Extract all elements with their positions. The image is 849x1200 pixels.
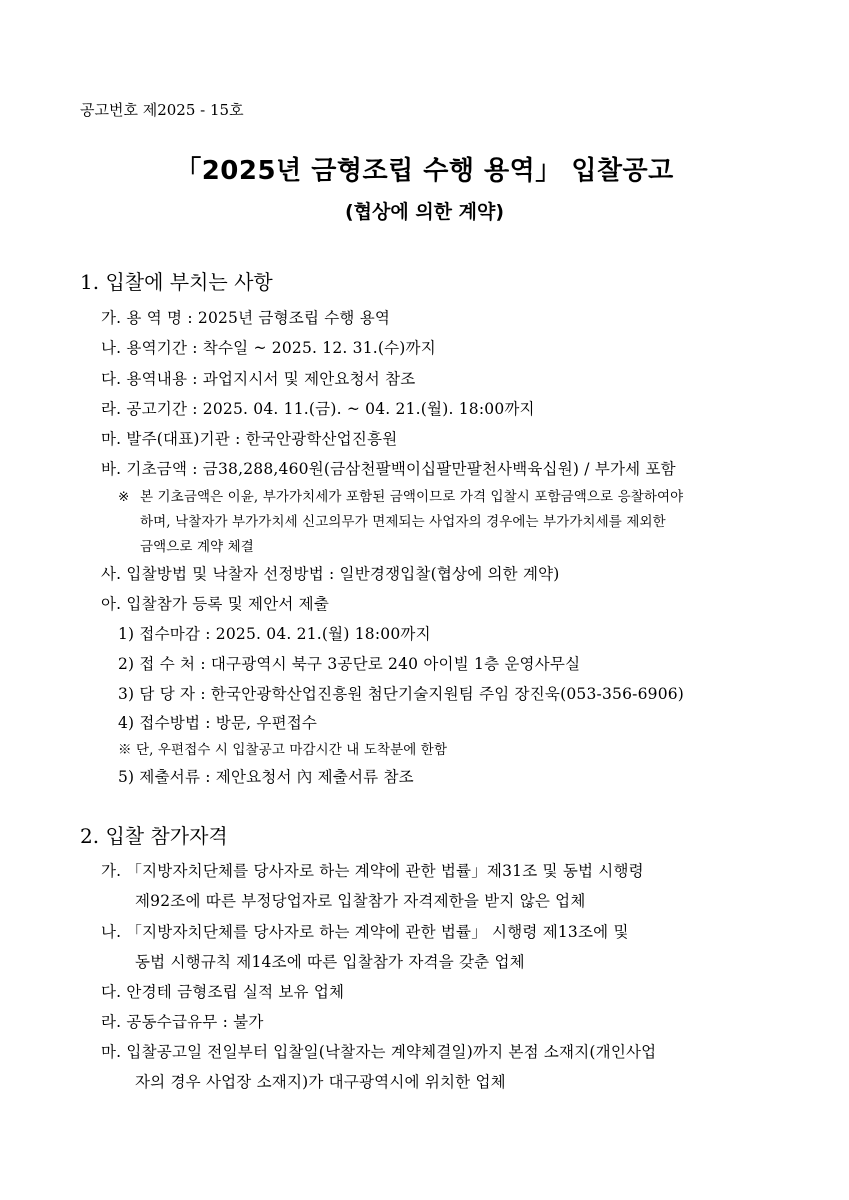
qualification-4: 라. 공동수급유무 : 불가 (101, 1013, 264, 1031)
item-service-period: 나. 용역기간 : 착수일 ~ 2025. 12. 31.(수)까지 (101, 339, 436, 357)
item-base-amount: 바. 기초금액 : 금38,288,460원(금삼천팔백이십팔만팔천사백육십원) / 부가세 포함 (101, 460, 676, 478)
qualification-2-line-1: 나. 「지방자치단체를 당사자로 하는 계약에 관한 법률」 시행령 제13조에 및 (101, 923, 629, 941)
item-submission-documents: 5) 제출서류 : 제안요청서 內 제출서류 참조 (118, 768, 414, 786)
note-mark: ※ (118, 489, 130, 505)
section-2-heading: 2. 입찰 참가자격 (80, 824, 228, 848)
qualification-5-line-2: 자의 경우 사업장 소재지)가 대구광역시에 위치한 업체 (135, 1073, 506, 1091)
item-bidding-method: 사. 입찰방법 및 낙찰자 선정방법 : 일반경쟁입찰(협상에 의한 계약) (101, 565, 560, 583)
document-subtitle: (협상에 의한 계약) (344, 201, 505, 223)
item-registration-place: 2) 접 수 처 : 대구광역시 북구 3공단로 240 아이빌 1층 운영사무실 (118, 655, 581, 673)
item-contact-person: 3) 담 당 자 : 한국안광학산업진흥원 첨단기술지원팀 주임 장진욱(053-356-6906) (118, 685, 685, 703)
qualification-1-line-1: 가. 「지방자치단체를 당사자로 하는 계약에 관한 법률」제31조 및 동법 시행령 (101, 862, 644, 880)
section-1-heading: 1. 입찰에 부치는 사항 (80, 270, 273, 294)
item-service-name: 가. 용 역 명 : 2025년 금형조립 수행 용역 (101, 309, 391, 327)
item-registration: 아. 입찰참가 등록 및 제안서 제출 (101, 595, 330, 613)
notice-number: 공고번호 제2025 - 15호 (80, 101, 244, 119)
document-title: 「2025년 금형조립 수행 용역」 입찰공고 (175, 156, 674, 186)
item-service-content: 다. 용역내용 : 과업지시서 및 제안요청서 참조 (101, 370, 416, 388)
qualification-2-line-2: 동법 시행규칙 제14조에 따른 입찰참가 자격을 갖춘 업체 (135, 953, 525, 971)
base-amount-note-line-1: ※ 본 기초금액은 이윤, 부가가치세가 포함된 금액이므로 가격 입찰시 포함금액으로 응찰하여야 (118, 489, 684, 505)
item-submission-method: 4) 접수방법 : 방문, 우편접수 (118, 714, 318, 732)
qualification-3: 다. 안경테 금형조립 실적 보유 업체 (101, 983, 345, 1001)
qualification-5-line-1: 마. 입찰공고일 전일부터 입찰일(낙찰자는 계약체결일)까지 본점 소재지(개인사업 (101, 1043, 657, 1061)
submission-method-note: ※ 단, 우편접수 시 입찰공고 마감시간 내 도착분에 한함 (118, 742, 448, 758)
item-registration-deadline: 1) 접수마감 : 2025. 04. 21.(월) 18:00까지 (118, 625, 431, 643)
item-notice-period: 라. 공고기간 : 2025. 04. 11.(금). ~ 04. 21.(월). 18:00까지 (101, 400, 535, 418)
base-amount-note-line-3: 금액으로 계약 체결 (140, 539, 254, 555)
qualification-1-line-2: 제92조에 따른 부정당업자로 입찰참가 자격제한을 받지 않은 업체 (135, 892, 586, 910)
item-ordering-agency: 마. 발주(대표)기관 : 한국안광학산업진흥원 (101, 430, 398, 448)
base-amount-note-line-2: 하며, 낙찰자가 부가가치세 신고의무가 면제되는 사업자의 경우에는 부가가치세를 제외한 (140, 514, 666, 530)
